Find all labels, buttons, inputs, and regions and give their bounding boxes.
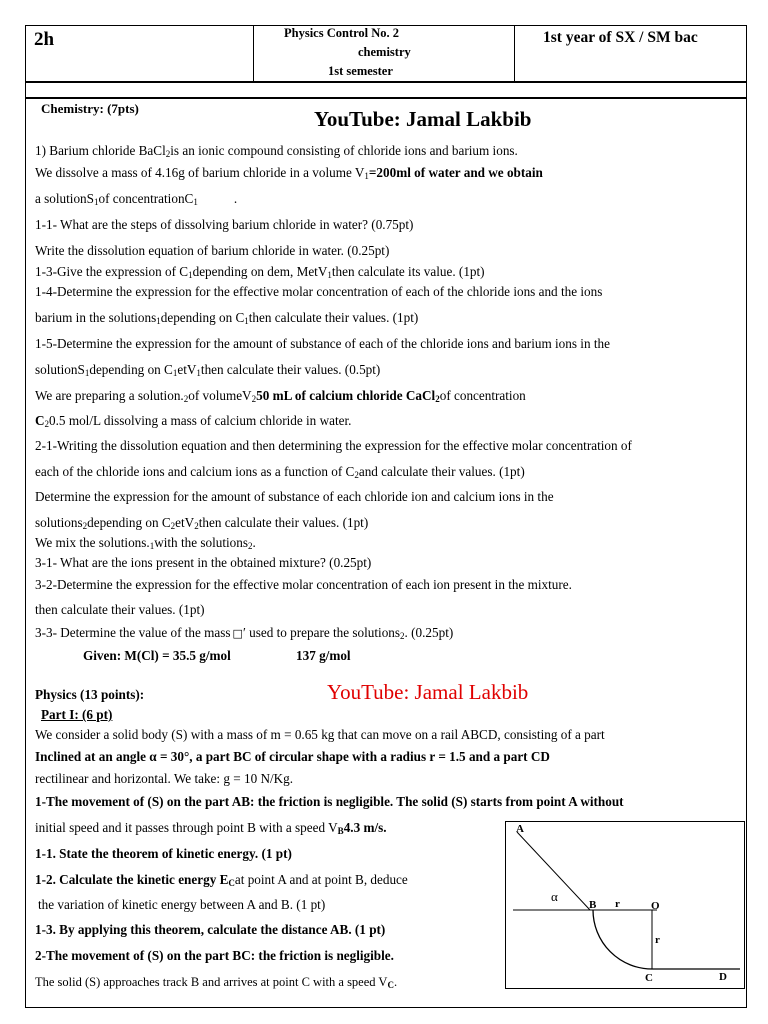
youtube-banner-chemistry: YouTube: Jamal Lakbib (314, 107, 532, 131)
physics-title: Physics (13 points): (35, 687, 145, 702)
chem-question-3-1: 3-1- What are the ions present in the obtained mixture? (0.25pt) (35, 555, 372, 570)
phys-question-1-3: 1-3. By applying this theorem, calculate the distance AB. (1 pt) (35, 922, 386, 937)
label-r-horizontal: r (615, 898, 620, 910)
phys-question-1-2-line2: the variation of kinetic energy between A and B. (1 pt) (38, 897, 326, 912)
label-a: A (516, 823, 524, 835)
label-o: O (651, 900, 660, 912)
chem-part2-line1: We are preparing a $solution._2of$ volumeV$_2$50 mL of calcium chloride CaCl$_2$of concentration (35, 388, 526, 404)
rail-figure (505, 821, 745, 989)
phys-line-5: initial speed and it passes through point B with a speed $V_B4.3$ m/s. (35, 820, 387, 836)
spacer-row (25, 82, 747, 98)
header-level: 1st year of SX / SM bac (543, 29, 698, 46)
label-r-vertical: r (655, 934, 660, 946)
header-subject: chemistry (358, 45, 411, 59)
header-class-label: 2h (34, 29, 55, 50)
chem-question-3-2-line2: then calculate their values. (1pt) (35, 602, 205, 617)
chem-part2-line2: $C_20.5$ mol/L dissolving a mass of calcium chloride in water. (35, 413, 352, 429)
chem-question-1-1: 1-1- What are the steps of dissolving barium chloride in water? (0.75pt) (35, 217, 414, 232)
missing-glyph-box: □ (232, 627, 243, 640)
chem-question-3-2-line1: 3-2-Determine the expression for the effective molar concentration of each ion present in the mixture. (35, 577, 572, 592)
chem-question-1-5-line2: solutionS$_1$depending on $C_1etV_1then$ calculate their values. (0.5pt) (35, 362, 381, 378)
header-divider-2 (514, 25, 515, 82)
phys-line-1: We consider a solid body (S) with a mass of m = 0.65 kg that can move on a rail ABCD, consisting of a part (35, 727, 605, 742)
chem-line-2: We dissolve a mass of 4.16g of barium chloride in a volume $V_1=200ml$ of water and we obtain (35, 165, 543, 181)
chemistry-title: Chemistry: (7pts) (41, 101, 139, 116)
chem-line-1: 1) Barium chloride BaCl$_2$is an ionic compound consisting of chloride ions and barium ions. (35, 143, 518, 159)
chem-question-1-2: Write the dissolution equation of barium chloride in water. (0.25pt) (35, 243, 390, 258)
phys-question-1-2-line1: 1-2. Calculate the kinetic energy $E_Cat$ point A and at point B, deduce (35, 872, 408, 888)
chem-question-2-2-line2: solutions$_2$depending on $C_2etV_2then$ calculate their values. (1pt) (35, 515, 369, 531)
header-semester: 1st semester (328, 64, 393, 78)
chem-question-1-5-line1: 1-5-Determine the expression for the amount of substance of each of the chloride ions and barium ions in the (35, 336, 610, 351)
chem-question-3-3: 3-3- Determine the value of the mass □′ used to prepare the solutions$_2$. (0.25pt) (35, 625, 454, 641)
circular-arc-bc (593, 910, 652, 969)
phys-line-4: 1-The movement of (S) on the part AB: the friction is negligible. The solid (S) starts from point A without (35, 794, 624, 809)
chem-question-2-1-line2: each of the chloride ions and calcium ions as a function of $C_2and$ calculate their values. (1pt) (35, 464, 525, 480)
phys-question-2: 2-The movement of (S) on the part BC: the friction is negligible. (35, 948, 394, 963)
chem-question-2-2-line1: Determine the expression for the amount of substance of each chloride ion and calcium ions in the (35, 489, 554, 504)
chem-question-1-4-line2: barium in the solutions$_1$depending on $C_1then$ calculate their values. (1pt) (35, 310, 419, 326)
chem-given-molar-mass-cl: Given: M(Cl) = 35.5 g/mol (83, 648, 231, 663)
chem-mix-line: We mix the $solutions._1with$ the solutions$_2$. (35, 535, 256, 551)
phys-line-last: The solid (S) approaches track B and arrives at point C with a speed $V_C$. (35, 975, 398, 990)
figure-frame (506, 822, 745, 989)
youtube-banner-physics: YouTube: Jamal Lakbib (327, 680, 529, 704)
chem-line-3: a solutionS$_1$of concentrationC$_1$ . (35, 191, 238, 207)
label-b: B (589, 899, 597, 911)
chem-given-molar-mass-2: 137 g/mol (296, 648, 351, 663)
header-divider-1 (253, 25, 254, 82)
label-c: C (645, 972, 653, 984)
chem-question-1-4-line1: 1-4-Determine the expression for the effective molar concentration of each of the chloride ions and the ions (35, 284, 603, 299)
header-exam-title: Physics Control No. 2 (284, 26, 400, 40)
label-alpha: α (551, 889, 558, 904)
chem-question-1-3: 1-3-Give the expression of $C_1depending$ on dem, MetV$_1$then calculate its value. (1pt) (35, 264, 485, 280)
phys-line-2: Inclined at an angle α = 30°, a part BC of circular shape with a radius r = 1.5 and a part CD (35, 749, 550, 764)
physics-part1-heading: Part I: (6 pt) (41, 707, 113, 722)
label-d: D (719, 971, 727, 983)
phys-question-1-1: 1-1. State the theorem of kinetic energy. (1 pt) (35, 846, 292, 861)
chem-question-2-1-line1: 2-1-Writing the dissolution equation and then determining the expression for the effective molar concentration of (35, 438, 632, 453)
phys-line-3: rectilinear and horizontal. We take: g = 10 N/Kg. (35, 771, 294, 786)
